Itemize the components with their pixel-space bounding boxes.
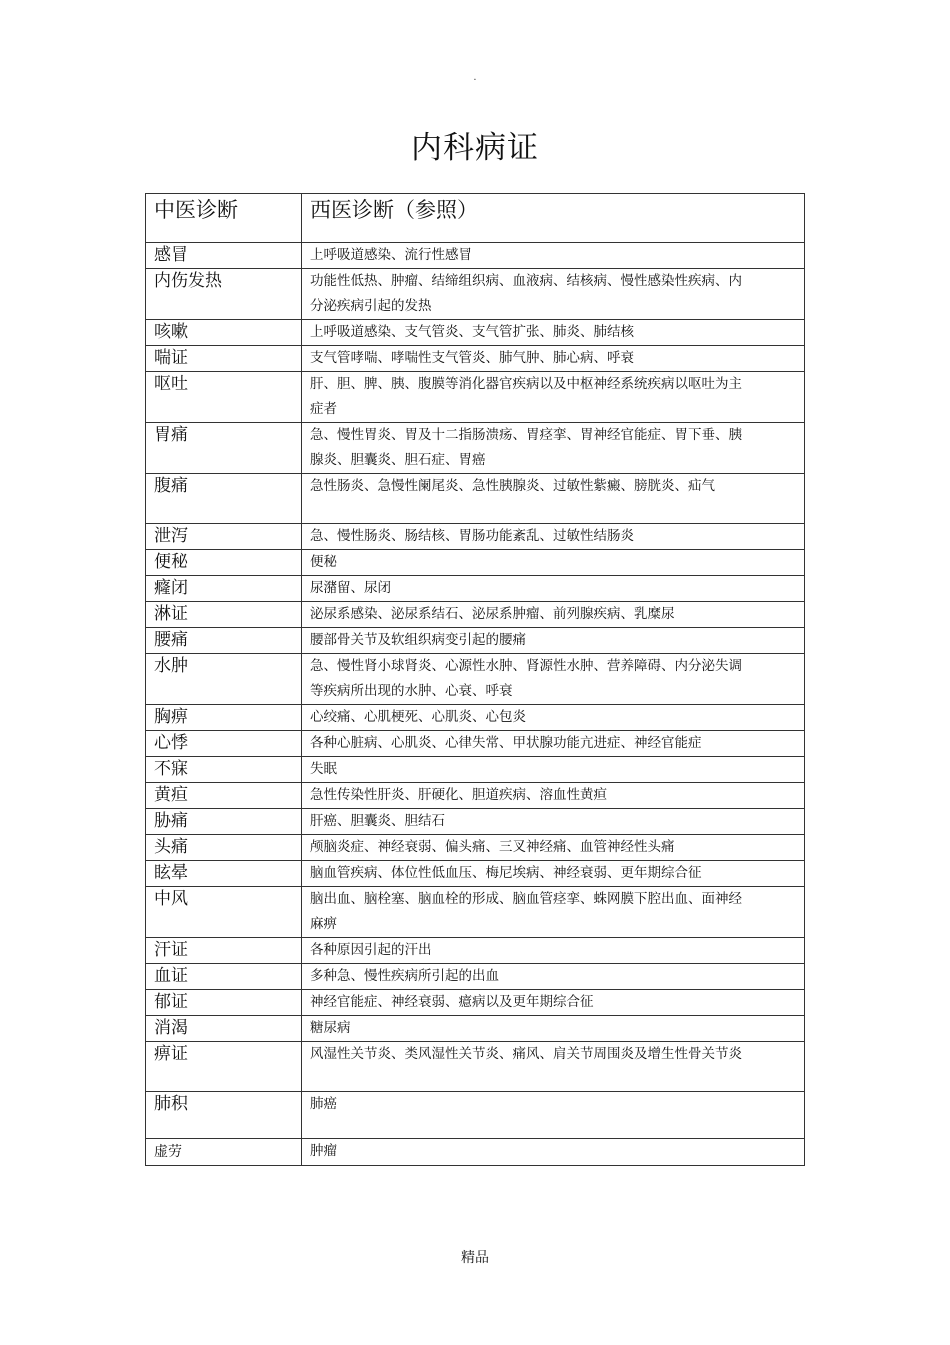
western-diagnosis: 神经官能症、神经衰弱、癔病以及更年期综合征 [302,990,805,1016]
table-row [146,1016,805,1042]
tcm-diagnosis: 感冒 [146,243,302,269]
footer-text: 精品 [461,1250,489,1266]
western-diagnosis: 肿瘤 [302,1139,805,1166]
tcm-diagnosis: 汗证 [146,938,302,964]
tcm-diagnosis: 水肿 [146,654,302,705]
tcm-diagnosis: 胁痛 [146,809,302,835]
table-row [146,861,805,887]
table-row [146,346,805,372]
table-header-row [146,194,805,243]
western-diagnosis: 急、慢性肾小球肾炎、心源性水肿、肾源性水肿、营养障碍、内分泌失调等疾病所出现的水肿、心衰、呼衰 [302,654,805,705]
column-header-tcm: 中医诊断 [146,194,302,243]
western-diagnosis: 功能性低热、肿瘤、结缔组织病、血液病、结核病、慢性感染性疾病、内分泌疾病引起的发热 [302,269,805,320]
tcm-diagnosis: 内伤发热 [146,269,302,320]
western-diagnosis: 颅脑炎症、神经衰弱、偏头痛、三叉神经痛、血管神经性头痛 [302,835,805,861]
tcm-diagnosis: 心悸 [146,731,302,757]
tcm-diagnosis: 腹痛 [146,474,302,524]
table-row [146,990,805,1016]
tcm-diagnosis: 喘证 [146,346,302,372]
tcm-diagnosis: 呕吐 [146,372,302,423]
table-row [146,887,805,938]
table-row [146,320,805,346]
table-row [146,1139,805,1166]
table-row [146,524,805,550]
table-row [146,809,805,835]
tcm-diagnosis: 虚劳 [146,1139,302,1166]
table-row [146,964,805,990]
tcm-diagnosis: 消渴 [146,1016,302,1042]
tcm-diagnosis: 便秘 [146,550,302,576]
western-diagnosis: 急、慢性胃炎、胃及十二指肠溃疡、胃痉挛、胃神经官能症、胃下垂、胰腺炎、胆囊炎、胆石症、胃癌 [302,423,805,474]
column-header-western: 西医诊断（参照） [302,194,805,243]
western-diagnosis: 支气管哮喘、哮喘性支气管炎、肺气肿、肺心病、呼衰 [302,346,805,372]
western-diagnosis: 便秘 [302,550,805,576]
tcm-diagnosis: 淋证 [146,602,302,628]
table-row [146,654,805,705]
tcm-diagnosis: 痹证 [146,1042,302,1092]
header-mark: · [473,75,477,86]
table-row [146,705,805,731]
tcm-diagnosis: 咳嗽 [146,320,302,346]
tcm-diagnosis: 郁证 [146,990,302,1016]
table-row [146,1042,805,1092]
tcm-diagnosis: 黄疸 [146,783,302,809]
table-row [146,783,805,809]
table-row [146,243,805,269]
western-diagnosis: 多种急、慢性疾病所引起的出血 [302,964,805,990]
western-diagnosis: 各种心脏病、心肌炎、心律失常、甲状腺功能亢进症、神经官能症 [302,731,805,757]
table-row [146,474,805,524]
western-diagnosis: 泌尿系感染、泌尿系结石、泌尿系肿瘤、前列腺疾病、乳糜尿 [302,602,805,628]
diagnosis-table [145,193,805,1166]
western-diagnosis: 肺癌 [302,1092,805,1139]
western-diagnosis: 尿潴留、尿闭 [302,576,805,602]
western-diagnosis: 脑血管疾病、体位性低血压、梅尼埃病、神经衰弱、更年期综合征 [302,861,805,887]
western-diagnosis: 腰部骨关节及软组织病变引起的腰痛 [302,628,805,654]
western-diagnosis: 急性传染性肝炎、肝硬化、胆道疾病、溶血性黄疸 [302,783,805,809]
table-row [146,1092,805,1139]
table-row [146,423,805,474]
table-row [146,731,805,757]
table-row [146,576,805,602]
tcm-diagnosis: 胃痛 [146,423,302,474]
western-diagnosis: 风湿性关节炎、类风湿性关节炎、痛风、肩关节周围炎及增生性骨关节炎 [302,1042,805,1092]
tcm-diagnosis: 头痛 [146,835,302,861]
table-row [146,938,805,964]
tcm-diagnosis: 腰痛 [146,628,302,654]
tcm-diagnosis: 血证 [146,964,302,990]
western-diagnosis: 上呼吸道感染、支气管炎、支气管扩张、肺炎、肺结核 [302,320,805,346]
western-diagnosis: 急性肠炎、急慢性阑尾炎、急性胰腺炎、过敏性紫癜、膀胱炎、疝气 [302,474,805,524]
page-title: 内科病证 [411,130,539,166]
western-diagnosis: 脑出血、脑栓塞、脑血栓的形成、脑血管痉挛、蛛网膜下腔出血、面神经麻痹 [302,887,805,938]
table-row [146,372,805,423]
western-diagnosis: 肝、胆、脾、胰、腹膜等消化器官疾病以及中枢神经系统疾病以呕吐为主症者 [302,372,805,423]
western-diagnosis: 急、慢性肠炎、肠结核、胃肠功能紊乱、过敏性结肠炎 [302,524,805,550]
table-row [146,835,805,861]
table-row [146,757,805,783]
western-diagnosis: 上呼吸道感染、流行性感冒 [302,243,805,269]
western-diagnosis: 各种原因引起的汗出 [302,938,805,964]
tcm-diagnosis: 胸痹 [146,705,302,731]
western-diagnosis: 糖尿病 [302,1016,805,1042]
table-row [146,602,805,628]
tcm-diagnosis: 眩晕 [146,861,302,887]
tcm-diagnosis: 中风 [146,887,302,938]
table-row [146,628,805,654]
tcm-diagnosis: 泄泻 [146,524,302,550]
western-diagnosis: 心绞痛、心肌梗死、心肌炎、心包炎 [302,705,805,731]
western-diagnosis: 肝癌、胆囊炎、胆结石 [302,809,805,835]
tcm-diagnosis: 肺积 [146,1092,302,1139]
table-row [146,269,805,320]
tcm-diagnosis: 癃闭 [146,576,302,602]
table-row [146,550,805,576]
tcm-diagnosis: 不寐 [146,757,302,783]
western-diagnosis: 失眠 [302,757,805,783]
